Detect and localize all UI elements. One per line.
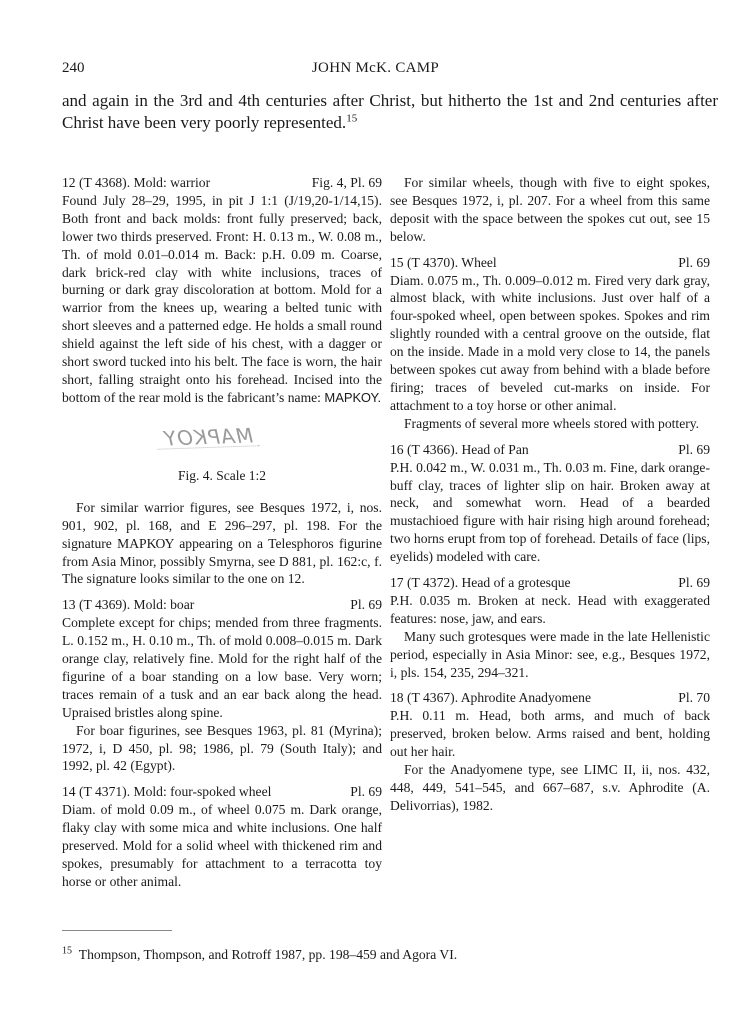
entry-12-heading — [62, 174, 382, 192]
entry-17-comment: Many such grotesques were made in the late Hellenistic period, especially in Asia Minor: see, e.g., Besques 1972, i, pls. 154, 235, 294–321. — [390, 628, 710, 680]
figure-caption: Fig. 4. Scale 1:2 — [177, 467, 267, 483]
entry-16-title: 16 (T 4366). Head of Pan — [390, 441, 529, 457]
entry-17-title: 17 (T 4372). Head of a grotesque — [390, 575, 571, 591]
entry-14-heading — [62, 783, 382, 801]
entry-15-title: 15 (T 4370). Wheel — [390, 254, 497, 270]
entry-15-comment: Fragments of several more wheels stored with pottery. — [404, 415, 700, 431]
footnote — [62, 947, 718, 963]
entry-14-comment: For similar wheels, though with five to eight spokes, see Besques 1972, i, pl. 207. For a wheel from this same deposit with the space between the spokes cut out, see 15 below. — [390, 175, 710, 244]
entry-17-ref: Pl. 69 — [678, 575, 710, 591]
entry-13-comment: For boar figurines, see Besques 1963, pl. 81 (Myrina); 1972, i, D 450, pl. 98; 1986, pl. 79 (South Italy); and 1992, pl. 42 (Egypt). — [62, 722, 382, 774]
figure-4 — [62, 421, 382, 491]
entry-17-body: P.H. 0.035 m. Broken at neck. Head with exaggerated features: nose, jaw, and ears. — [390, 592, 710, 626]
entry-14-ref: Pl. 69 — [350, 784, 382, 800]
entry-18-heading — [390, 689, 710, 707]
right-column — [390, 174, 710, 815]
entry-18-title: 18 (T 4367). Aphrodite Anadyomene — [390, 690, 591, 706]
entry-16-ref: Pl. 69 — [678, 441, 710, 457]
entry-18-comment: For the Anadyomene type, see LIMC II, ii, nos. 432, 448, 449, 541–545, and 667–687, s.v. Aphrodite (A. Delivorrias), 1982. — [390, 762, 710, 813]
entry-18-ref: Pl. 70 — [678, 690, 710, 706]
entry-16-heading — [390, 441, 710, 459]
entry-17-heading — [390, 574, 710, 592]
entry-18-body: P.H. 0.11 m. Head, both arms, and much of back preserved, broken below. Arms raised and bent, holding out her hair. — [390, 708, 710, 760]
entry-12-title: 12 (T 4368). Mold: warrior — [62, 175, 211, 190]
intro-text: and again in the 3rd and 4th centuries after Christ, but hitherto the 1st and 2nd centuries after Christ have been very poorly represented. — [62, 91, 718, 132]
entry-15-heading — [390, 254, 710, 272]
inscription-image: ΜΑΡΚΟΥ — [157, 427, 260, 449]
entry-15-ref: Pl. 69 — [678, 254, 710, 270]
entry-12-name: ΜΑΡΚΟΥ. — [324, 389, 382, 405]
page-number: 240 — [62, 60, 85, 76]
intro-paragraph — [62, 90, 718, 134]
running-head: JOHN McK. CAMP — [311, 60, 440, 76]
entry-12-ref: Fig. 4, Pl. 69 — [311, 175, 382, 190]
left-column — [62, 174, 382, 891]
entry-14-title: 14 (T 4371). Mold: four-spoked wheel — [62, 784, 272, 800]
entry-15-body: Diam. 0.075 m., Th. 0.009–0.012 m. Fired very dark gray, almost black, with white inclusions. Just over half of a four-spoked wheel, open between spokes. Spokes and rim slightly rounded with a central groove on the outside, flat on the inside. Made in a mold very close to 14, the panels between spokes cut away from behind with a blade before firing; traces of beveled cut-marks on inside. For attachment to a toy horse or other animal. — [390, 272, 710, 413]
entry-12-body: Found July 28–29, 1995, in pit J 1:1 (J/19,20-1/14,15). Both front and back molds: front fully preserved; back, lower two thirds preserved. Front: H. 0.13 m., W. 0.08 m., Th. of mold 0.01–0.014 m. Back: p.H. 0.09 m. Coarse, dark brick-red clay with white inclusions, traces of burning or dark gray discoloration at bottom. Mold for a warrior from the knees up, wearing a belted tunic with short sleeves and a patterned edge. He holds a small round shield against the left side of his chest, with a dagger or short sword tucked into his belt. The face is worn, the hair short, falling straight onto his forehead. Incised into the bottom of the rear mold is the fabricant’s name: ΜΑΡΚΟΥ. — [62, 192, 382, 405]
entry-16-body: P.H. 0.042 m., W. 0.031 m., Th. 0.03 m. Fine, dark orange-buff clay, traces of lighter slip on hair. Broken away at neck, and somewhat worn. Head of a bearded mustachioed figure with hair rising high around forehead; two horns erupt from top of forehead. Details of face (lips, eyelids) modeled with care. — [390, 459, 710, 565]
footnote-number: 15 — [62, 945, 72, 957]
entry-13-heading — [62, 596, 382, 614]
entry-13-ref: Pl. 69 — [350, 597, 382, 613]
entry-13-body: Complete except for chips; mended from three fragments. L. 0.152 m., H. 0.10 m., Th. of mold 0.008–0.015 m. Dark orange clay, relatively fine. Mold for the right half of the figurine of a boar standing on a low base. Very worn; traces remain of a tusk and an ear back along the head. Upraised bristles along spine. — [62, 615, 382, 720]
entry-13-title: 13 (T 4369). Mold: boar — [62, 597, 195, 613]
entry-14-body: Diam. of mold 0.09 m., of wheel 0.075 m. Dark orange, flaky clay with some mica and white inclusions. One half preserved. Mold for a solid wheel with thickened rim and spokes, presumably for attachment to a terracotta toy horse or other animal. — [62, 802, 382, 889]
footnote-ref: 15 — [346, 112, 358, 125]
footnote-divider — [62, 930, 172, 931]
footnote-text: Thompson, Thompson, and Rotroff 1987, pp. 198–459 and Agora VI. — [78, 947, 458, 962]
entry-12-comment: For similar warrior figures, see Besques 1972, i, nos. 901, 902, pl. 168, and E 296–297, pl. 198. For the signature ΜΑΡΚΟΥ appearing on a Telesphoros figurine from Asia Minor, possibly Smyrna, see D 881, pl. 162:c, f. The signature looks similar to the one on 12. — [62, 499, 382, 587]
